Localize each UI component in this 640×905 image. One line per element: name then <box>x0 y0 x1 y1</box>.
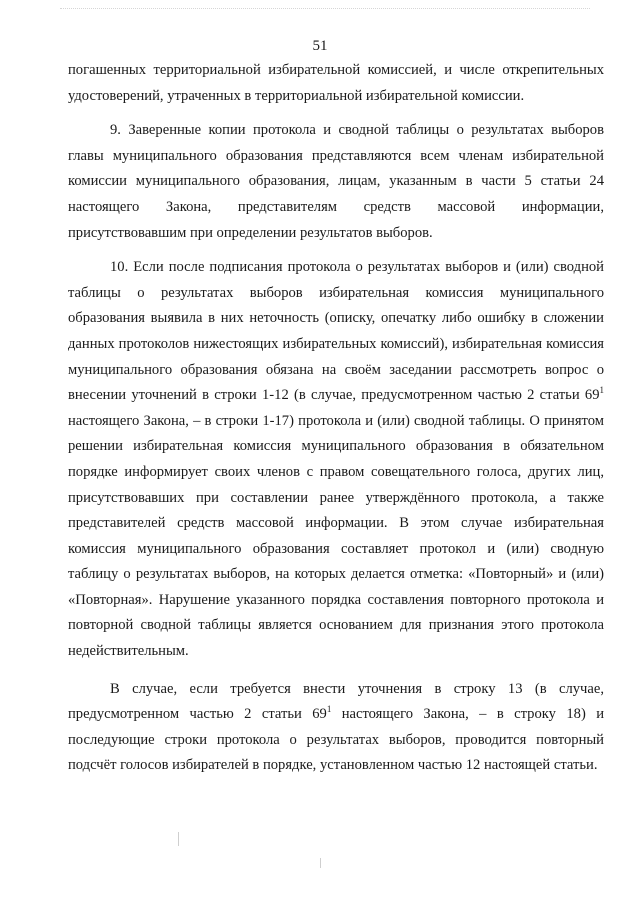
page-number: 51 <box>312 38 328 54</box>
paragraph-10-continuation <box>68 677 604 779</box>
document-body <box>68 58 604 779</box>
scan-artifact-mark <box>178 832 179 846</box>
superscript-1: 1 <box>326 704 332 715</box>
superscript-1: 1 <box>599 385 604 396</box>
paragraph-11-text-a: В случае, если требуется внести уточнения в строку 13 (в случае, предусмотренном частью 2 статьи 69 <box>68 680 604 723</box>
scan-artifact-mark <box>320 858 321 868</box>
paragraph-9: 9. Заверенные копии протокола и сводной таблицы о результатах выборов главы муниципального образования представляются всем членам избирательной комиссии муниципального образования, лицам, указанным в части 5 статьи 24 настоящего Закона, представителям средств массовой информации, присутствовавшим при определении результатов выборов. <box>68 122 604 241</box>
paragraph-10 <box>68 255 604 665</box>
scan-artifact-top <box>60 8 590 13</box>
paragraph-continuation: погашенных территориальной избирательной комиссией, и числе открепительных удостоверений, утраченных в территориальной избирательной комиссии. <box>68 62 604 104</box>
paragraph-11-text-b: настоящего Закона, – в строку 18) и последующие строки протокола о результатах выборов, проводится повторный подсчёт голосов избирателей в порядке, установленном частью 12 настоящей статьи. <box>68 706 605 774</box>
paragraph-10-text-a: 10. Если после подписания протокола о результатах выборов и (или) сводной таблицы о результатах выборов избирательная комиссия муниципального образования выявила в них неточность (описку, опечатку либо ошибку в сложении данных протоколов нижестоящих избирательных комиссий), избирательная комиссия муниципального образования обязана на своём заседании рассмотреть вопрос о внесении уточнений в строки 1-12 (в случае, предусмотренном частью 2 статьи 69 <box>68 259 604 404</box>
paragraph-10-text-b: настоящего Закона, – в строки 1-17) протокола и (или) сводной таблицы. О принятом решении избирательная комиссия муниципального образования в обязательном порядке информирует своих членов с правом совещательного голоса, других лиц, присутствовавших при составлении ранее утверждённого протокола, а также представителей средств массовой информации. В этом случае избирательная комиссия муниципального образования составляет протокол и (или) сводную таблицу о результатах выборов, на которых делается отметка: «Повторный» и (или) «Повторная». Нарушение указанного порядка составления повторного протокола и повторной сводной таблицы является основанием для признания этого протокола недействительным. <box>68 412 604 660</box>
